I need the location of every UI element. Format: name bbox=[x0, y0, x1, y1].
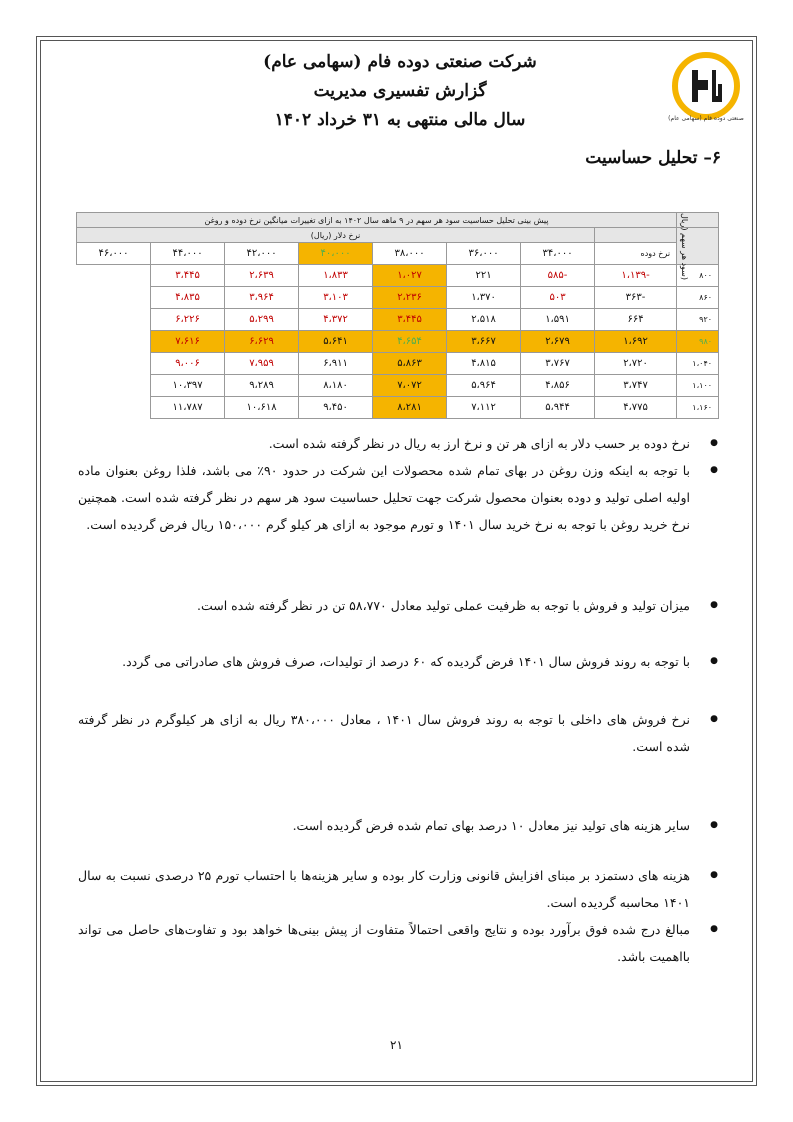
table-cell: ۱،۵۹۱ bbox=[521, 309, 595, 331]
vertical-axis-label: (سود هر سهم (ریال bbox=[677, 228, 719, 265]
table-cell: ۵،۹۶۴ bbox=[447, 375, 521, 397]
page-number: ۲۱ bbox=[390, 1038, 403, 1052]
table-cell: ۷،۰۷۲ bbox=[373, 375, 447, 397]
table-cell: ۳،۴۴۵ bbox=[151, 265, 225, 287]
table-cell: ۵،۶۴۱ bbox=[299, 331, 373, 353]
list-item: ● نرخ فروش های داخلی با توجه به روند فروش سال ۱۴۰۱ ، معادل ۳۸۰،۰۰۰ ریال به ازای هر کیلوگرم در نظر گرفته شده است. bbox=[78, 706, 718, 760]
table-cell: ۴،۳۷۲ bbox=[299, 309, 373, 331]
table-cell: ۵۰۳ bbox=[521, 287, 595, 309]
bullet-list bbox=[78, 812, 718, 839]
table-cell: ۹،۰۰۶ bbox=[151, 353, 225, 375]
table-cell: -۵۸۵ bbox=[521, 265, 595, 287]
logo-caption: صنعتی دوده فام (سهامی عام) bbox=[668, 115, 744, 122]
table-cell: ۵،۲۹۹ bbox=[225, 309, 299, 331]
table-cell: ۲۲۱ bbox=[447, 265, 521, 287]
list-item: ● سایر هزینه های تولید نیز معادل ۱۰ درصد بهای تمام شده فرض گردیده است. bbox=[78, 812, 718, 839]
table-cell: ۸،۲۸۱ bbox=[373, 397, 447, 419]
row-rate-label: ۹۲۰ bbox=[677, 309, 719, 331]
table-cell: ۱،۳۷۰ bbox=[447, 287, 521, 309]
table-cell: ۶۶۴ bbox=[595, 309, 677, 331]
column-header: ۴۰،۰۰۰ bbox=[299, 243, 373, 265]
table-cell: ۲،۵۱۸ bbox=[447, 309, 521, 331]
bullet-list bbox=[78, 430, 718, 538]
table-cell: ۴،۸۵۶ bbox=[521, 375, 595, 397]
list-item: ● با توجه به اینکه وزن روغن در بهای تمام شده محصولات این شرکت در حدود ۹۰٪ می باشد، فلذا روغن بعنوان ماده اولیه اصلی تولید و دوده بعنوان محصول شرکت جهت تحلیل حساسیت سود هر سهم در نظر گرفته شده است. همچنین نرخ خرید روغن با توجه به نرخ خرید سال ۱۴۰۱ و تورم موجود به ازای هر کیلو گرم ۱۵۰،۰۰۰ ریال فرض گردیده است. bbox=[78, 457, 718, 538]
column-header: ۳۴،۰۰۰ bbox=[521, 243, 595, 265]
column-header: ۳۶،۰۰۰ bbox=[447, 243, 521, 265]
table-row bbox=[77, 265, 719, 287]
report-period: سال مالی منتهی به ۳۱ خرداد ۱۴۰۲ bbox=[274, 110, 526, 130]
table-cell: ۱۰،۳۹۷ bbox=[151, 375, 225, 397]
table-title: پیش بینی تحلیل حساسیت سود هر سهم در ۹ ماهه سال ۱۴۰۲ به ازای تغییرات میانگین نرخ دوده و روغن bbox=[77, 213, 677, 228]
table-row bbox=[77, 287, 719, 309]
table-cell: ۴،۸۳۵ bbox=[151, 287, 225, 309]
table-cell: ۳،۷۶۷ bbox=[521, 353, 595, 375]
table-cell: ۴،۸۱۵ bbox=[447, 353, 521, 375]
table-cell: ۲،۶۳۹ bbox=[225, 265, 299, 287]
table-row bbox=[77, 375, 719, 397]
table-cell: ۳،۶۶۷ bbox=[447, 331, 521, 353]
column-header: ۴۲،۰۰۰ bbox=[225, 243, 299, 265]
row-rate-label: ۱،۱۰۰ bbox=[677, 375, 719, 397]
table-cell: ۶،۲۲۶ bbox=[151, 309, 225, 331]
table-cell: -۳۶۳ bbox=[595, 287, 677, 309]
table-cell: ۳،۹۶۴ bbox=[225, 287, 299, 309]
bullet-list bbox=[78, 862, 718, 970]
table-cell: ۳،۱۰۳ bbox=[299, 287, 373, 309]
table-cell: ۳،۴۴۵ bbox=[373, 309, 447, 331]
table-row bbox=[77, 331, 719, 353]
dollar-label: نرخ دلار (ریال) bbox=[77, 228, 595, 243]
row-rate-label: ۱،۰۴۰ bbox=[677, 353, 719, 375]
bullet-list bbox=[78, 592, 718, 619]
list-item: ● مبالغ درج شده فوق برآورد بوده و نتایج واقعی احتمالاً متفاوت از پیش بینی‌ها خواهد بود و تفاوت‌های حاصل می تواند بااهمیت باشد. bbox=[78, 916, 718, 970]
column-header: ۳۸،۰۰۰ bbox=[373, 243, 447, 265]
column-header: ۴۴،۰۰۰ bbox=[151, 243, 225, 265]
table-cell: ۱،۶۹۲ bbox=[595, 331, 677, 353]
report-header bbox=[150, 48, 650, 135]
column-header: ۴۶،۰۰۰ bbox=[77, 243, 151, 265]
row-axis-label: نرخ دوده bbox=[595, 243, 677, 265]
row-rate-label: ۸۶۰ bbox=[677, 287, 719, 309]
list-item: ● با توجه به روند فروش سال ۱۴۰۱ فرض گردیده که ۶۰ درصد از تولیدات، صرف فروش های صادراتی می گردد. bbox=[78, 648, 718, 675]
table-cell: ۳،۷۴۷ bbox=[595, 375, 677, 397]
table-cell: ۷،۶۱۶ bbox=[151, 331, 225, 353]
table-cell: ۴،۶۵۴ bbox=[373, 331, 447, 353]
table-cell: ۵،۸۶۳ bbox=[373, 353, 447, 375]
list-item: ● میزان تولید و فروش با توجه به ظرفیت عملی تولید معادل ۵۸،۷۷۰ تن در نظر گرفته شده است. bbox=[78, 592, 718, 619]
table-cell: ۷،۹۵۹ bbox=[225, 353, 299, 375]
list-item: ● هزینه های دستمزد بر مبنای افزایش قانونی وزارت کار بوده و سایر هزینه‌ها با احتساب تورم ۲۵ درصدی نسبت به سال ۱۴۰۱ محاسبه گردیده است. bbox=[78, 862, 718, 916]
table-dollar-row bbox=[77, 228, 719, 243]
table-cell: ۶،۶۲۹ bbox=[225, 331, 299, 353]
table-cell: ۵،۹۴۴ bbox=[521, 397, 595, 419]
table-cell: ۱،۰۲۷ bbox=[373, 265, 447, 287]
company-name: شرکت صنعتی دوده فام (سهامی عام) bbox=[263, 52, 537, 72]
list-item: ● نرخ دوده بر حسب دلار به ازای هر تن و نرخ ارز به ریال در نظر گرفته شده است. bbox=[78, 430, 718, 457]
table-cell: ۲،۲۳۶ bbox=[373, 287, 447, 309]
table-cell: ۱،۸۳۳ bbox=[299, 265, 373, 287]
row-rate-label: ۹۸۰ bbox=[677, 331, 719, 353]
section-title: ۶– تحلیل حساسیت bbox=[585, 148, 721, 168]
table-cell: ۹،۴۵۰ bbox=[299, 397, 373, 419]
table-cell: ۱۰،۶۱۸ bbox=[225, 397, 299, 419]
table-header-row bbox=[77, 243, 719, 265]
table-cell: ۲،۷۲۰ bbox=[595, 353, 677, 375]
table-cell: -۱،۱۳۹ bbox=[595, 265, 677, 287]
table-row bbox=[77, 309, 719, 331]
table-row bbox=[77, 397, 719, 419]
sensitivity-table bbox=[76, 212, 719, 419]
table-cell: ۶،۹۱۱ bbox=[299, 353, 373, 375]
row-rate-label: ۱،۱۶۰ bbox=[677, 397, 719, 419]
table-cell: ۱۱،۷۸۷ bbox=[151, 397, 225, 419]
table-cell: ۹،۲۸۹ bbox=[225, 375, 299, 397]
table-row bbox=[77, 353, 719, 375]
bullet-list bbox=[78, 706, 718, 760]
report-title: گزارش تفسیری مدیریت bbox=[313, 81, 487, 101]
table-cell: ۲،۶۷۹ bbox=[521, 331, 595, 353]
table-title-row bbox=[77, 213, 719, 228]
row-rate-label: ۸۰۰ bbox=[677, 265, 719, 287]
bullet-list bbox=[78, 648, 718, 675]
table-cell: ۸،۱۸۰ bbox=[299, 375, 373, 397]
table-cell: ۴،۷۷۵ bbox=[595, 397, 677, 419]
table-cell: ۷،۱۱۲ bbox=[447, 397, 521, 419]
